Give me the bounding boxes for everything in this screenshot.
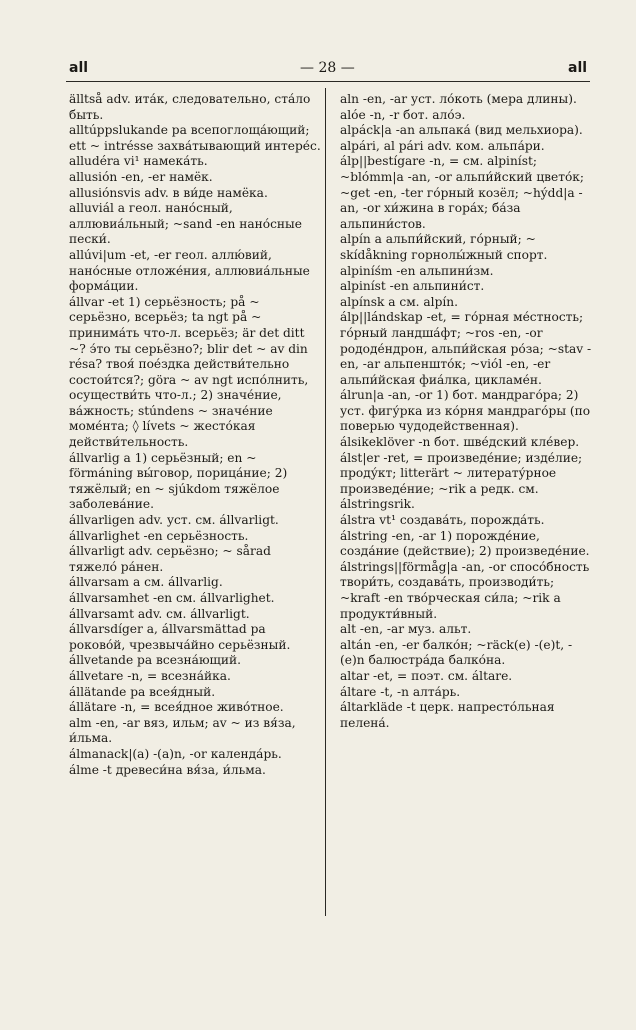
dictionary-entry: alludéra vi¹ намека́ть. bbox=[69, 154, 208, 169]
dictionary-entry: alt -en, -ar муз. альт. bbox=[340, 622, 472, 637]
dictionary-entry: állvarsdíger a, állvarsmättad pa роково́й, чрезвыча́йно серьёзный. bbox=[69, 622, 291, 652]
dictionary-entry: állvarsamhet -en см. állvarlighet. bbox=[69, 591, 275, 605]
header-rule bbox=[66, 81, 590, 82]
dictionary-entry: altán -en, -er балко́н; ~räck(e) -(e)t, -(e)n балюстра́да балко́на. bbox=[340, 637, 573, 668]
page-number: — 28 — bbox=[300, 60, 355, 76]
dictionary-entry: áltare -t, -n алта́рь. bbox=[340, 684, 461, 699]
dictionary-entry: álsikeklöver -n бот. шве́дский кле́вер. bbox=[340, 435, 580, 450]
dictionary-entry: álp||lándskap -et, = го́рная ме́стность; го́рный ландша́фт; ~ros -en, -or рододе́ндрон, альпи́йская ро́за; ~stav -en, -ar альпеншто́к; ~viól -en, -er альпи́йская фиа́лка, цикламе́н. bbox=[340, 310, 592, 387]
dictionary-entry: álp||bestígare -n, = см. alpiníst; ~blómm|a -an, -or альпи́йский цвето́к; ~get -en, -ter го́рный козёл; ~hýdd|a -an, -or хи́жина в гора́х; ба́за альпини́стов. bbox=[340, 154, 585, 231]
dictionary-entry: állvarligen adv. уст. см. állvarligt. bbox=[69, 513, 279, 528]
dictionary-entry: állvetande pa всезна́ющий. bbox=[69, 653, 241, 668]
dictionary-entry: alluviál a геол. нано́сный, аллювиа́льный; ~sand -en нано́сные пески́. bbox=[69, 201, 302, 247]
dictionary-entry: alltúppslukande pa всепоглоща́ющий; ett ~ intrésse захва́тывающий интере́с. bbox=[69, 123, 321, 153]
dictionary-entry: álmanack|(a) -(a)n, -or календа́рь. bbox=[69, 746, 282, 761]
dictionary-entry: alpiníśm -en альпини́зм. bbox=[340, 263, 494, 278]
left-column bbox=[69, 92, 321, 778]
dictionary-entry: alóe -n, -r бот. ало́э. bbox=[340, 107, 466, 122]
dictionary-entry: állvarligt adv. серьёзно; ~ sårad тяжело́ ра́нен. bbox=[69, 544, 271, 574]
dictionary-entry: alpáck|a -an альпака́ (вид мельхиора). bbox=[340, 123, 583, 138]
dictionary-entry: állätande pa всея́дный. bbox=[69, 684, 216, 699]
dictionary-entry: állvetare -n, = всезна́йка. bbox=[69, 668, 231, 683]
dictionary-entry: álstring -en, -ar 1) порожде́ние, созда́ние (действие); 2) произведе́ние. bbox=[340, 528, 590, 559]
dictionary-entry: állvarlig a 1) серьёзный; en ~ förmáning вы́говор, порица́ние; 2) тяжёлый; en ~ sjúkdom тяжёлое заболева́ние. bbox=[69, 450, 288, 512]
dictionary-entry: állvarsam a см. állvarlig. bbox=[69, 575, 223, 590]
dictionary-entry: alpiníst -en альпини́ст. bbox=[340, 279, 485, 294]
dictionary-entry: állätare -n, = всея́дное живо́тное. bbox=[69, 700, 284, 715]
right-column bbox=[340, 92, 592, 731]
dictionary-entry: allúvi|um -et, -er геол. аллю́вий, нано́сные отложе́ния, аллювиа́льные форма́ции. bbox=[69, 247, 310, 294]
dictionary-entry: alpínsk a см. alpín. bbox=[340, 294, 459, 309]
dictionary-entry: áltarkläde -t церк. напресто́льная пелена́. bbox=[340, 700, 555, 730]
dictionary-entry: állvarlighet -en серьёзность. bbox=[69, 528, 249, 543]
dictionary-entry: állvar -et 1) серьёзность; på ~ серьёзно, всерьёз; ta ngt på ~ принима́ть что-л. всерьёз; är det ditt ~? э́то ты серьёзно?; blir det ~ av din résa? твоя́ пое́здка действи́тельно состои́тся?; göra ~ av ngt испо́лнить, осуществи́ть что-л.; 2) значе́ние, ва́жность; stúndens ~ значе́ние моме́нта; ◊ lívets ~ жесто́кая действи́тельность. bbox=[69, 294, 309, 450]
dictionary-entry: alpín a альпи́йский, го́рный; ~ skídåkning горнолы́жный спорт. bbox=[340, 232, 548, 262]
dictionary-entry: alm -en, -ar вяз, ильм; av ~ из вя́за, и́льма. bbox=[69, 715, 296, 746]
dictionary-entry: álme -t древеси́на вя́за, и́льма. bbox=[69, 762, 266, 777]
dictionary-entry: állvarsamt adv. см. állvarligt. bbox=[69, 606, 250, 621]
header-right-guideword: all bbox=[568, 60, 588, 76]
dictionary-entry: älltså adv. ита́к, следовательно, ста́ло быть. bbox=[69, 92, 311, 122]
dictionary-entry: álrun|a -an, -or 1) бот. мандраго́ра; 2) уст. фигу́рка из ко́рня мандраго́ры (по поверью чудодейственная). bbox=[340, 388, 591, 434]
dictionary-entry: álst|er -ret, = произведе́ние; изде́лие; проду́кт; litterärt ~ литерату́рное произведе́ние; ~rik a редк. см. álstringsrik. bbox=[340, 450, 583, 512]
dictionary-entry: allusiónsvis adv. в ви́де намёка. bbox=[69, 185, 268, 200]
dictionary-entry: álstra vt¹ создава́ть, порожда́ть. bbox=[340, 513, 545, 528]
dictionary-entry: allusión -en, -er намёк. bbox=[69, 169, 213, 184]
dictionary-entry: alpári, al pári adv. ком. альпа́ри. bbox=[340, 138, 545, 153]
column-divider bbox=[325, 88, 326, 916]
dictionary-entry: altar -et, = поэт. см. áltare. bbox=[340, 668, 513, 683]
header-left-guideword: all bbox=[69, 60, 89, 76]
dictionary-entry: aln -en, -ar уст. ло́коть (мера длины). bbox=[340, 92, 577, 106]
dictionary-entry: álstrings||förmåg|a -an, -or спосо́бность твори́ть, создава́ть, производи́ть; ~kraft -en тво́рческая си́ла; ~rik a продукти́вный. bbox=[340, 559, 590, 621]
